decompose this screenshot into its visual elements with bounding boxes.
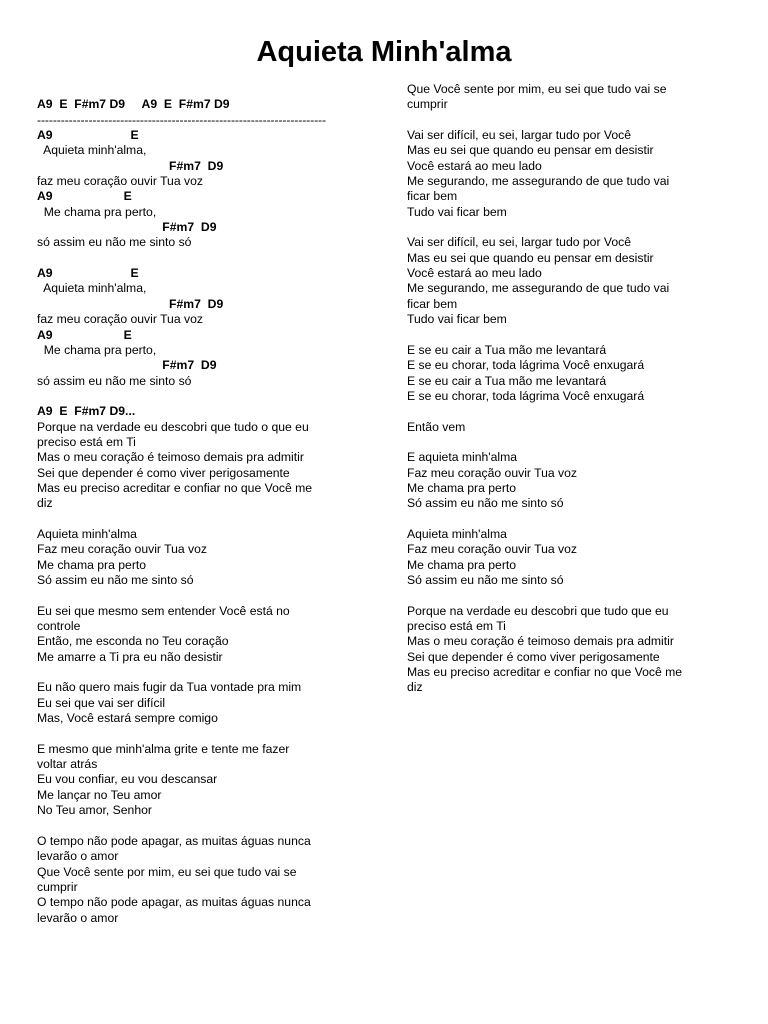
lyric-line: Vai ser difícil, eu sei, largar tudo por Você	[407, 235, 632, 250]
lyric-line: Mas o meu coração é teimoso demais pra admitir	[37, 450, 304, 465]
lyric-line: Tudo vai ficar bem	[407, 204, 507, 219]
lyric-line: Porque na verdade eu descobri que tudo o que eu	[37, 419, 309, 434]
chord-line: A9 E	[37, 128, 139, 143]
lyric-line: Porque na verdade eu descobri que tudo que eu	[407, 603, 669, 618]
lyric-line: Me chama pra perto	[37, 557, 147, 572]
lyric-line: Aquieta minh'alma	[407, 526, 507, 541]
lyric-line: E mesmo que minh'alma grite e tente me fazer	[37, 741, 290, 756]
lyric-line: ficar bem	[407, 189, 458, 204]
lyric-line: O tempo não pode apagar, as muitas águas nunca	[37, 833, 311, 848]
lyric-line: Mas eu sei que quando eu pensar em desistir	[407, 250, 654, 265]
chord-line: F#m7 D9	[37, 358, 217, 373]
lyric-line: Você estará ao meu lado	[407, 158, 542, 173]
lyric-line: faz meu coração ouvir Tua voz	[37, 174, 203, 189]
lyric-line: Mas o meu coração é teimoso demais pra admitir	[407, 634, 674, 649]
lyric-line: Eu sei que mesmo sem entender Você está no	[37, 603, 290, 618]
lyric-line: só assim eu não me sinto só	[37, 235, 192, 250]
lyric-line: diz	[37, 496, 53, 511]
lyric-line: Sei que depender é como viver perigosamente	[407, 649, 660, 664]
lyric-line: Me amarre a Ti pra eu não desistir	[37, 649, 223, 664]
lyric-line: levarão o amor	[37, 910, 119, 925]
lyric-line: Faz meu coração ouvir Tua voz	[407, 465, 578, 480]
lyric-line: Mas eu preciso acreditar e confiar no que Você me	[407, 665, 683, 680]
lyrics-right-column	[407, 82, 747, 696]
lyric-line: Faz meu coração ouvir Tua voz	[37, 542, 208, 557]
blank-line	[37, 726, 367, 741]
blank-line	[37, 251, 367, 266]
chord-line: A9 E F#m7 D9...	[37, 404, 136, 419]
blank-line	[407, 588, 747, 603]
lyric-line: Só assim eu não me sinto só	[407, 496, 564, 511]
lyric-line: O tempo não pode apagar, as muitas águas nunca	[37, 895, 311, 910]
lyric-line: controle	[37, 619, 81, 634]
lyric-line: No Teu amor, Senhor	[37, 803, 152, 818]
chord-line: F#m7 D9	[37, 296, 224, 311]
lyric-line: Eu não quero mais fugir da Tua vontade pra mim	[37, 680, 302, 695]
lyric-line: Você estará ao meu lado	[407, 266, 542, 281]
chord-line: A9 E F#m7 D9 A9 E F#m7 D9	[37, 97, 230, 112]
lyric-line: Então, me esconda no Teu coração	[37, 634, 229, 649]
lyric-line: Me lançar no Teu amor	[37, 787, 162, 802]
lyric-line: Aquieta minh'alma,	[37, 143, 147, 158]
lyric-line: cumprir	[407, 97, 448, 112]
lyric-line: Eu vou confiar, eu vou descansar	[37, 772, 218, 787]
lyric-line: Tudo vai ficar bem	[407, 312, 507, 327]
chord-line: A9 E	[37, 266, 139, 281]
lyric-line: diz	[407, 680, 423, 695]
blank-line	[37, 588, 367, 603]
lyric-line: Só assim eu não me sinto só	[37, 573, 194, 587]
lyrics-left-column	[37, 82, 367, 926]
lyric-line: cumprir	[37, 879, 78, 894]
lyric-line: E aquieta minh'alma	[407, 450, 518, 465]
lyric-line: Eu sei que vai ser difícil	[37, 695, 166, 710]
lyric-line: E se eu cair a Tua mão me levantará	[407, 373, 607, 388]
lyric-line: Que Você sente por mim, eu sei que tudo vai se	[37, 864, 297, 879]
blank-line	[37, 665, 367, 680]
lyric-line: E se eu chorar, toda lágrima Você enxugará	[407, 358, 645, 373]
blank-line	[407, 328, 747, 343]
lyric-line: Faz meu coração ouvir Tua voz	[407, 542, 578, 557]
blank-line	[407, 435, 747, 450]
blank-line	[37, 512, 367, 527]
lyric-line: voltar atrás	[37, 757, 98, 772]
lyric-line: Me chama pra perto	[407, 557, 517, 572]
separator-line: -------------------------------------------------------------------------	[37, 112, 326, 127]
lyric-line: E se eu cair a Tua mão me levantará	[407, 342, 607, 357]
lyric-line: Me chama pra perto,	[37, 204, 157, 219]
lyric-line: Só assim eu não me sinto só	[407, 573, 564, 587]
lyric-line: Me segurando, me assegurando de que tudo vai	[407, 174, 670, 189]
chord-line: A9 E	[37, 327, 132, 342]
lyric-line: Aquieta minh'alma,	[37, 281, 147, 296]
song-title: Aquieta Minh'alma	[256, 36, 512, 68]
lyric-line: preciso está em Ti	[407, 619, 506, 634]
lyric-line: só assim eu não me sinto só	[37, 373, 192, 388]
lyric-line: Que Você sente por mim, eu sei que tudo vai se	[407, 82, 667, 96]
lyric-line: Me chama pra perto,	[37, 342, 157, 357]
blank-line	[407, 512, 747, 527]
lyric-line: faz meu coração ouvir Tua voz	[37, 312, 203, 327]
lyric-line: levarão o amor	[37, 849, 119, 864]
blank-line	[37, 819, 367, 834]
lyric-line: Mas eu sei que quando eu pensar em desistir	[407, 143, 654, 158]
lyric-line: Aquieta minh'alma	[37, 526, 137, 541]
lyric-line: ficar bem	[407, 296, 458, 311]
chord-line: F#m7 D9	[37, 158, 224, 173]
blank-line	[407, 113, 747, 128]
blank-line	[407, 404, 747, 419]
chord-line: F#m7 D9	[37, 220, 217, 235]
lyric-line: Me segurando, me assegurando de que tudo vai	[407, 281, 670, 296]
chord-line: A9 E	[37, 189, 132, 204]
lyric-line: Mas, Você estará sempre comigo	[37, 711, 218, 726]
lyric-line: Vai ser difícil, eu sei, largar tudo por Você	[407, 128, 632, 143]
lyric-line: Então vem	[407, 419, 466, 434]
lyric-line: Me chama pra perto	[407, 480, 517, 495]
lyric-line: preciso está em Ti	[37, 434, 136, 449]
blank-line	[407, 220, 747, 235]
lyric-line: Mas eu preciso acreditar e confiar no que Você me	[37, 480, 313, 495]
lyric-line: Sei que depender é como viver perigosamente	[37, 465, 290, 480]
lyric-line: E se eu chorar, toda lágrima Você enxugará	[407, 388, 645, 403]
blank-line	[37, 389, 367, 404]
